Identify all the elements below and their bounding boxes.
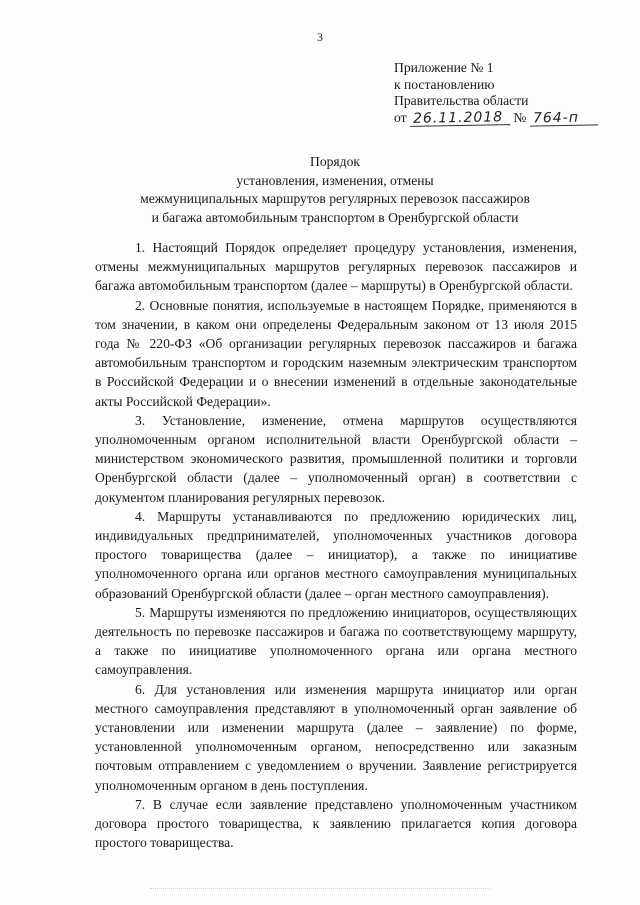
- document-title: [90, 153, 580, 227]
- scan-artifact-line: [150, 888, 490, 891]
- paragraph-4: 4. Маршруты устанавливаются по предложению юридических лиц, индивидуальных предпринимателей, уполномоченных участников договора простого товарищества (далее – инициатор), а также по инициативе уполномоченного органа или органов местного самоуправления муниципальных образований Оренбургской области (далее – орган местного самоуправления).: [95, 508, 577, 601]
- page-number: 3: [317, 30, 323, 44]
- handwritten-number: 764-п: [530, 110, 598, 126]
- paragraph-5: 5. Маршруты изменяются по предложению инициаторов, осуществляющих деятельность по перевозке пассажиров и багажа по соответствующему маршруту, а также по инициативе уполномоченного органа или органа местного самоуправления.: [95, 604, 577, 678]
- paragraph-2: 2. Основные понятия, используемые в настоящем Порядке, применяются в том значении, в каком они определены Федеральным законом от 13 июля 2015 года № 220-ФЗ «Об организации регулярных перевозок пассажиров и багажа автомобильным транспортом и городским наземным электрическим транспортом в Российской Федерации и о внесении изменений в отдельные законодательные акты Российской Федерации».: [95, 297, 577, 409]
- appendix-block: [394, 60, 624, 126]
- paragraph-1: 1. Настоящий Порядок определяет процедуру установления, изменения, отмены межмуниципальных маршрутов регулярных перевозок пассажиров и багажа автомобильным транспортом (далее – маршруты) в Оренбургской области.: [95, 240, 577, 294]
- title-line-4: и багажа автомобильным транспортом в Оренбургской области: [151, 209, 519, 225]
- title-line-3: межмуниципальных маршрутов регулярных перевозок пассажиров: [140, 191, 530, 206]
- handwritten-date: 26.11.2018: [410, 110, 510, 127]
- appendix-title: Приложение № 1: [394, 60, 494, 75]
- document-body: [95, 238, 577, 853]
- title-line-2: установления, изменения, отмены: [236, 172, 434, 188]
- from-label: от: [394, 109, 407, 125]
- paragraph-3: 3. Установление, изменение, отмена маршрутов осуществляются уполномоченным органом исполнительной власти Оренбургской области – министерством экономического развития, промышленной политики и торговли Оренбургской области (далее – уполномоченный орган) в соответствии с документом планирования регулярных перевозок.: [95, 412, 577, 505]
- appendix-date-number-line: [394, 110, 624, 127]
- paragraph-7: 7. В случае если заявление представлено уполномоченным участником договора простого товарищества, к заявлению прилагается копия договора простого товарищества.: [95, 796, 577, 851]
- number-label: №: [513, 109, 527, 125]
- paragraph-6: 6. Для установления или изменения маршрута инициатор или орган местного самоуправления представляют в уполномоченный орган заявление об установлении или изменении маршрута (далее – заявление) по форме, установленной уполномоченным органом, непосредственно или заказным почтовым отправлением с уведомлением о вручении. Заявление регистрируется уполномоченным органом в день поступления.: [95, 681, 577, 793]
- title-line-1: Порядок: [310, 154, 360, 169]
- appendix-government: Правительства области: [394, 93, 529, 108]
- appendix-to-resolution: к постановлению: [394, 76, 495, 92]
